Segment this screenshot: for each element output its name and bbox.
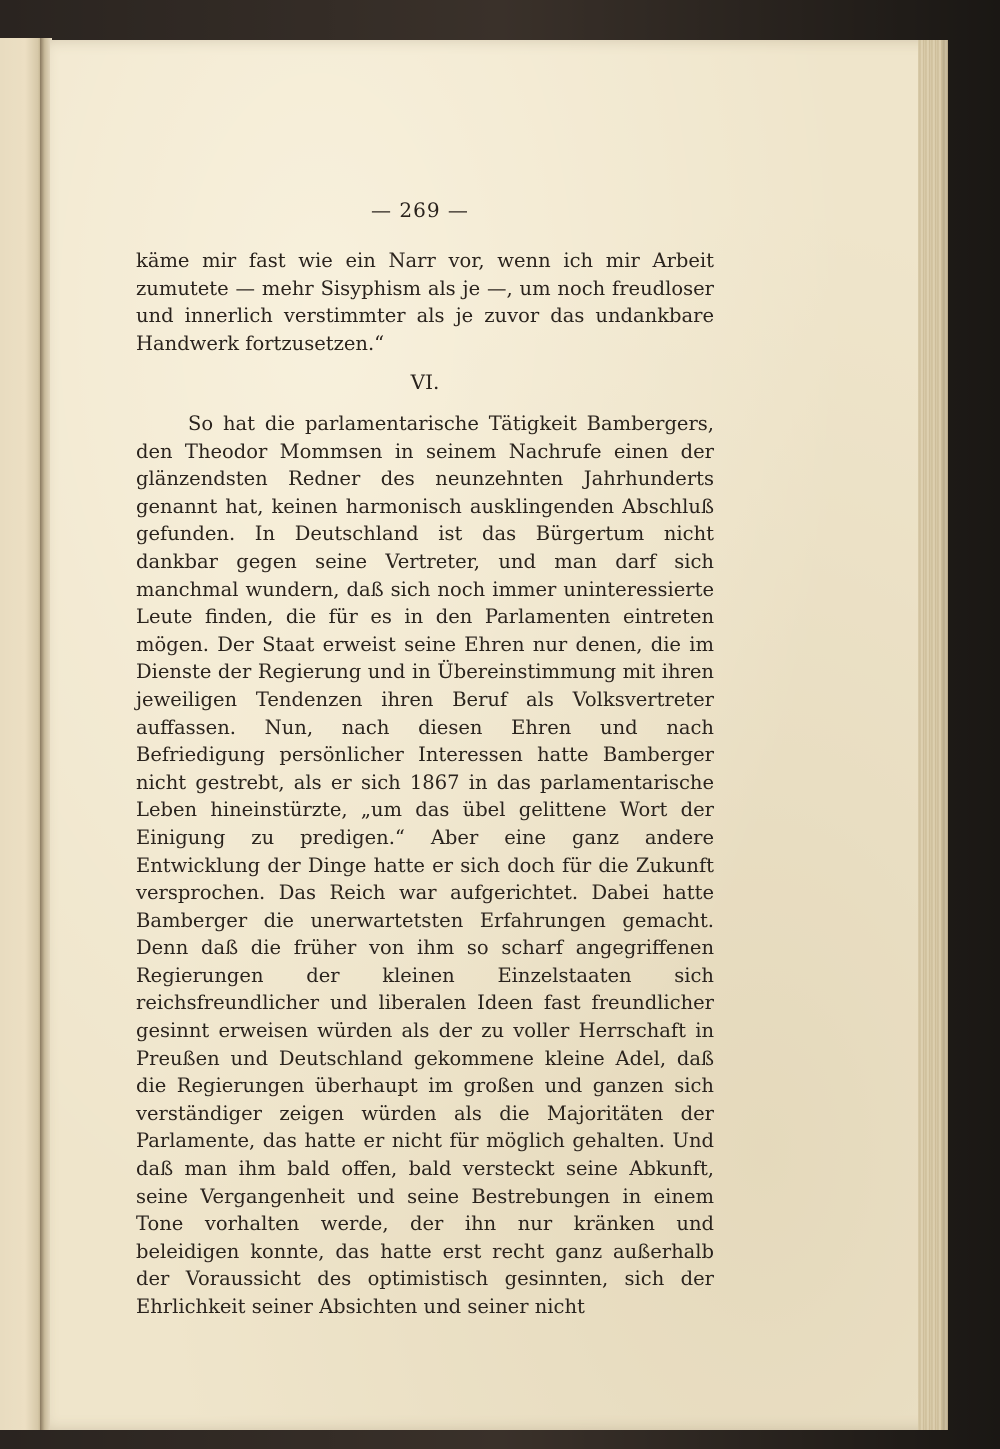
page-stack-edge (918, 40, 948, 1430)
section-heading: VI. (410, 370, 440, 394)
left-page-edge (0, 38, 42, 1430)
main-paragraph: So hat die parlamentarische Tätigkeit Bambergers, den Theodor Mommsen in seinem Nachrufe einen der glänzendsten Redner des neunzehnten Jahrhunderts genannt hat, keinen harmonisch ausklingenden Abschluß gefunden. In Deutschland ist das Bürgertum nicht dankbar gegen seine Vertreter, und man darf sich manchmal wundern, daß sich noch immer uninteressierte Leute finden, die für es in den Parlamenten eintreten mögen. Der Staat erweist seine Ehren nur denen, die im Dienste der Regierung und in Übereinstimmung mit ihren jeweiligen Tendenzen ihren Beruf als Volksvertreter auffassen. Nun, nach diesen Ehren und nach Befriedigung persönlicher Interessen hatte Bamberger nicht gestrebt, als er sich 1867 in das parlamentarische Leben hineinstürzte, „um das übel gelittene Wort der Einigung zu predigen.“ Aber eine ganz andere Entwicklung der Dinge hatte er sich doch für die Zukunft versprochen. Das Reich war aufgerichtet. Dabei hatte Bamberger die unerwartetsten Erfahrungen gemacht. Denn daß die früher von ihm so scharf angegriffenen Regierungen der kleinen Einzelstaaten sich reichsfreundlicher und liberalen Ideen fast freundlicher gesinnt erweisen würden als der zu voller Herrschaft in Preußen und Deutschland gekommene kleine Adel, daß die Regierungen überhaupt im großen und ganzen sich verständiger zeigen würden als die Majoritäten der Parlamente, das hatte er nicht für möglich gehalten. Und daß man ihm bald offen, bald versteckt seine Abkunft, seine Vergangenheit und seine Bestrebungen in einem Tone vorhalten werde, der ihn nur kränken und beleidigen konnte, das hatte erst recht ganz außerhalb der Voraussicht des optimistisch gesinnten, sich der Ehrlichkeit seiner Absichten und seiner nicht (136, 412, 714, 1318)
page-number: — 269 — (371, 198, 469, 222)
continued-paragraph: käme mir fast wie ein Narr vor, wenn ich mir Arbeit zumutete — mehr Sisyphism als je —, um noch freudloser und innerlich verstimmter als je zuvor das undankbare Handwerk fortzusetzen.“ (136, 249, 714, 355)
